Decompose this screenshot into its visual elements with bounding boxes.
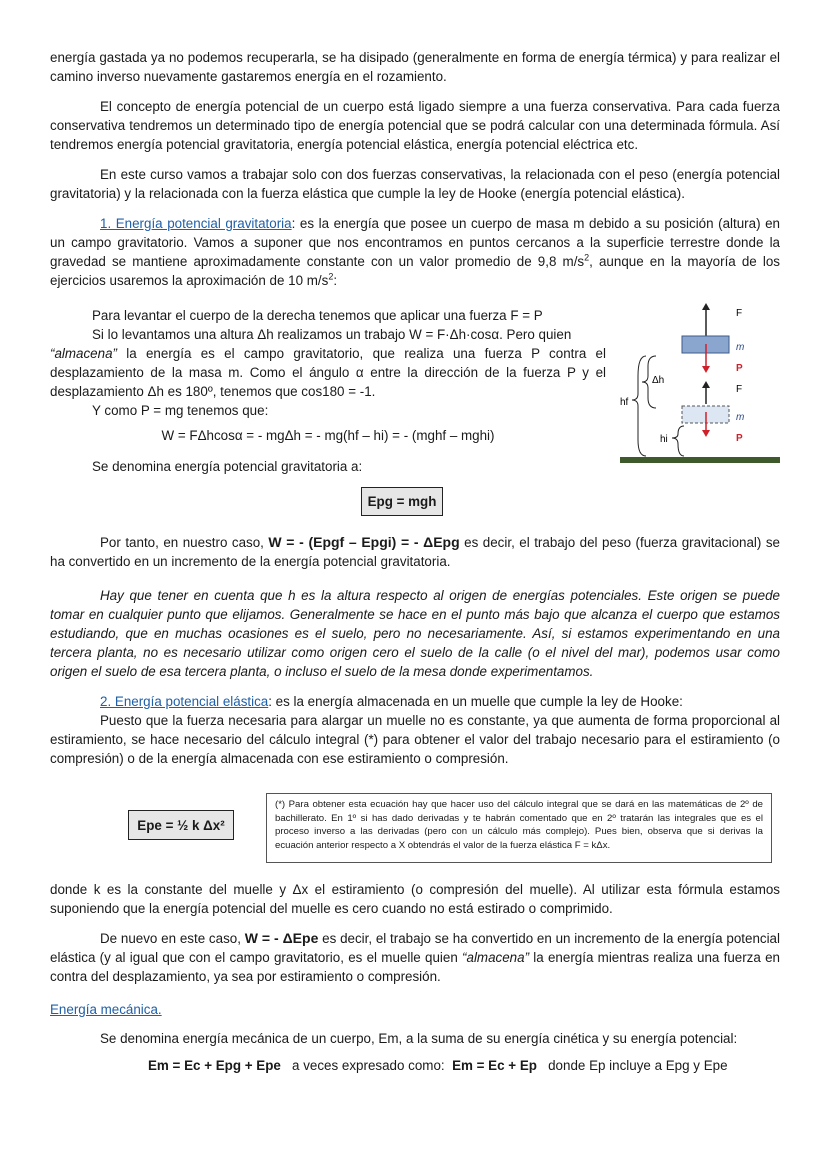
line-force: Para levantar el cuerpo de la derecha tenemos que aplicar una fuerza F = P	[92, 308, 543, 323]
line-define: Se denomina energía potencial gravitatoria a:	[92, 459, 363, 474]
label-hf: hf	[620, 397, 629, 408]
mecanica-heading	[50, 1000, 780, 1019]
mecanica-heading-link[interactable]: Energía mecánica.	[50, 1002, 162, 1017]
ground-bar	[620, 457, 780, 463]
label-delta-h: Δh	[652, 375, 665, 386]
line-p-mg: Y como P = mg tenemos que:	[92, 403, 269, 418]
epg-formula-box: Epg = mgh	[361, 487, 443, 516]
label-P-lower: P	[736, 433, 743, 444]
intro-paragraph-1: energía gastada ya no podemos recuperarla, se ha disipado (generalmente en forma de energía térmica) y para realizar el camino inverso nuevamente gastaremos energía en el rozamiento.	[50, 50, 780, 84]
gravitatoria-conclusion: Por tanto, en nuestro caso, W = - (Epgf – Epgi) = - ΔEpg es decir, el trabajo del peso (fuerza gravitacional) se ha convertido en un incremento de la energía potencial gravitatoria.	[50, 534, 780, 569]
gravitatoria-definition: 1. Energía potencial gravitatoria: es la energía que posee un cuerpo de masa m debido a su posición (altura) en un campo gravitatorio. Vamos a suponer que nos encontramos en puntos cercanos a la superficie terrestre donde la gravedad se mantiene aproximadamente constante con un valor promedio de 9,8 $m/s^2$, aunque en la mayoría de los ejercicios usaremos la aproximación de 10 $m/s^2$:	[50, 216, 780, 288]
force-arrowhead-lower	[702, 381, 710, 388]
gravitatoria-explanation	[50, 306, 606, 476]
label-hi: hi	[660, 434, 668, 445]
mecanica-equation-line: Em = Ec + Epg + Epe a veces expresado como: Em = Ec + Ep donde Ep incluye a Epg y Epe	[148, 1058, 728, 1073]
label-F-upper: F	[736, 308, 743, 319]
work-equation: W = FΔhcosα = - mgΔh = - mg(hf – hi) = - (mghf – mghi)	[161, 428, 495, 443]
weight-arrowhead-lower	[702, 430, 710, 437]
line-work: Si lo levantamos una altura Δh realizamos un trabajo W = F·Δh·cosα. Pero quien	[92, 327, 572, 342]
elastica-definition: 2. Energía potencial elástica: es la energía almacenada en un muelle que cumple la ley de Hooke:	[100, 694, 683, 709]
intro-paragraph-3: En este curso vamos a trabajar solo con dos fuerzas conservativas, la relacionada con el peso (energía potencial gravitatoria) y la relacionada con la fuerza elástica que cumple la ley de Hooke (energía potencial elástica).	[50, 167, 780, 201]
epe-formula-box: Epe = ½ k Δx²	[128, 810, 234, 840]
intro-paragraph-2: El concepto de energía potencial de un cuerpo está ligado siempre a una fuerza conservativa. Para cada fuerza conservativa tendremos un determinado tipo de energía potencial que se podrá calcular con una determinada fórmula. Así tendremos energía potencial gravitatoria, energía potencial elástica, energía potencial eléctrica etc.	[50, 99, 780, 152]
gravitatoria-conclusion-block	[50, 533, 780, 768]
em-equation-2: Em = Ec + Ep	[452, 1058, 537, 1073]
elastica-after-2: De nuevo en este caso, W = - ΔEpe es decir, el trabajo se ha convertido en un incremento de la energía potencial elástica (y al igual que con el campo gravitatorio, es el muelle quien “almacena” la energía mientras realiza una fuerza en contra del desplazamiento, ya sea por estiramiento o compresión.	[50, 930, 780, 984]
weight-arrowhead-upper	[702, 366, 710, 373]
elastica-paragraph: Puesto que la fuerza necesaria para alargar un muelle no es constante, ya que aumenta de forma proporcional al estiramiento, se hace necesario del cálculo integral (*) para obtener el valor del trabajo necesario para el estiramiento (o compresión) o de la energía almacenada con ese estiramiento o compresión.	[50, 713, 780, 766]
elastica-conclusion-block	[50, 880, 780, 1075]
hi-brace	[672, 426, 684, 456]
line-store: “almacena” la energía es el campo gravitatorio, que realiza una fuerza P contra el desplazamiento de la masa m. Como el ángulo α entre la dirección de la fuerza P y el desplazamiento Δh es 180º, tenemos que cos180 = -1.	[50, 346, 606, 399]
em-equation-1: Em = Ec + Epg + Epe	[148, 1058, 281, 1073]
gravitatoria-heading-link[interactable]: 1. Energía potencial gravitatoria	[100, 216, 292, 231]
label-m-upper: m	[736, 342, 745, 353]
origin-note: Hay que tener en cuenta que h es la altura respecto al origen de energías potenciales. Este origen se puede tomar en cualquier punto que elijamos. Generalmente se hace en el punto más bajo que alcanza el cuerpo que estamos estudiando, que en muchas ocasiones es el suelo, pero no necesariamente. Así, si estamos experimentando en una tercera planta, no es necesario utilizar como origen cero el suelo de la calle (o el nivel del mar), podemos usar como origen el suelo de esa tercera planta, o incluso el suelo de la mesa donde experimentamos.	[50, 588, 780, 679]
force-arrowhead-upper	[702, 303, 710, 310]
mecanica-paragraph: Se denomina energía mecánica de un cuerpo, Em, a la suma de su energía cinética y su energía potencial:	[100, 1031, 738, 1046]
hf-brace	[632, 356, 646, 456]
elastica-heading-link[interactable]: 2. Energía potencial elástica	[100, 694, 269, 709]
document-page	[50, 48, 780, 290]
integral-footnote-box: (*) Para obtener esta ecuación hay que hacer uso del cálculo integral que se dará en las matemáticas de 2º de bachillerato. En 1º si has dado derivadas y te habrán comentado que en 2º tratarán las integrales que es el proceso inverso a las derivadas (pero con un cálculo más complejo). Pues bien, observa que si derivas la ecuación anterior respecto a X obtendrás el valor de la fuerza elástica F = kΔx.	[266, 793, 772, 863]
label-m-lower: m	[736, 412, 745, 423]
gravity-diagram	[612, 300, 782, 470]
label-P-upper: P	[736, 363, 743, 374]
elastica-after-1: donde k es la constante del muelle y Δx el estiramiento (o compresión del muelle). Al utilizar esta fórmula estamos suponiendo que la energía potencial del muelle es cero cuando no está estirado o comprimido.	[50, 882, 780, 916]
label-F-lower: F	[736, 384, 743, 395]
